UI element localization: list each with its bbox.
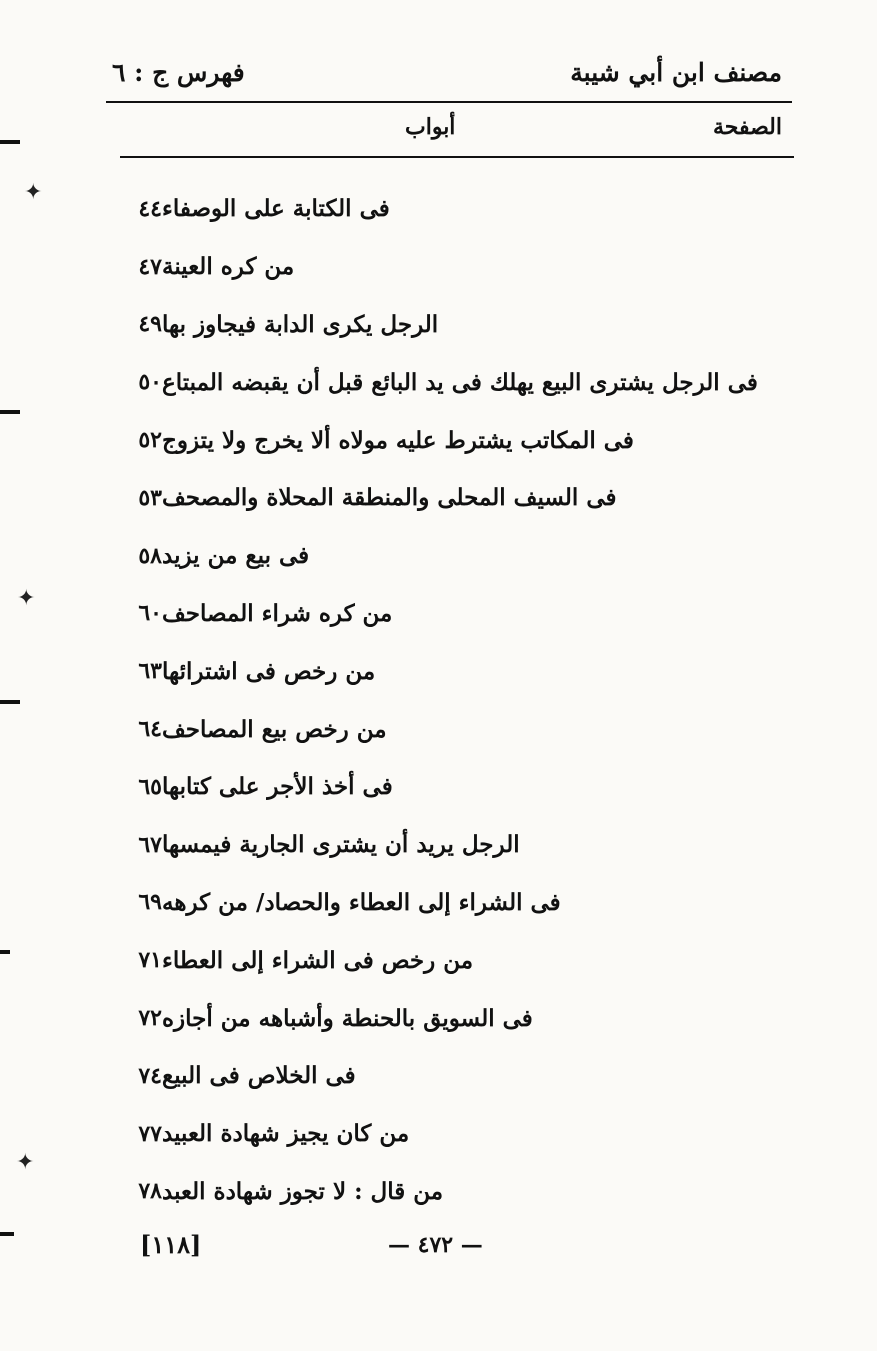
margin-mark xyxy=(0,410,20,414)
entry-title: الرجل يريد أن يشترى الجارية فيمسها xyxy=(162,831,520,859)
entry-page-number: ٦٩ xyxy=(138,889,162,916)
entry-title: من رخص فى الشراء إلى العطاء xyxy=(162,946,474,974)
toc-entry xyxy=(104,1105,784,1163)
toc-entry xyxy=(104,642,784,700)
book-title: مصنف ابن أبي شيبة xyxy=(570,58,782,87)
entry-title: الرجل يكرى الدابة فيجاوز بها xyxy=(162,310,439,338)
entry-title: فى أخذ الأجر على كتابها xyxy=(162,773,393,801)
entry-title: فى الرجل يشترى البيع يهلك فى يد البائع قبل أن يقبضه المبتاع xyxy=(162,368,758,396)
entry-page-number: ٧٨ xyxy=(138,1178,162,1205)
margin-mark xyxy=(0,140,20,144)
margin-star-icon: ✦ xyxy=(24,180,43,205)
margin-star-icon: ✦ xyxy=(16,1150,35,1175)
toc-entry xyxy=(104,989,784,1047)
toc-entry xyxy=(104,931,784,989)
entry-title: من رخص فى اشترائها xyxy=(162,657,376,685)
entry-page-number: ٦٧ xyxy=(138,831,162,858)
entry-title: فى بيع من يزيد xyxy=(162,542,310,570)
entry-page-number: ٤٩ xyxy=(138,311,162,338)
entry-title: من كره العينة xyxy=(162,253,295,281)
header-rule xyxy=(106,101,792,103)
entry-page-number: ٥٣ xyxy=(138,484,162,511)
toc-entry xyxy=(104,353,784,411)
entry-page-number: ٦٣ xyxy=(138,658,162,685)
entry-title: فى المكاتب يشترط عليه مولاه ألا يخرج ولا يتزوج xyxy=(162,426,634,454)
toc-entry xyxy=(104,874,784,932)
table-of-contents xyxy=(104,180,784,1220)
toc-entry xyxy=(104,296,784,354)
section-number: [١١٨] xyxy=(140,1230,202,1259)
entry-page-number: ٦٤ xyxy=(138,716,162,743)
column-header-page: الصفحة xyxy=(712,114,782,140)
margin-star-icon: ✦ xyxy=(17,586,36,611)
margin-mark xyxy=(0,700,20,704)
index-label: فهرس ج : ٦ xyxy=(112,58,245,87)
margin-mark xyxy=(0,1232,14,1236)
column-header-chapters: أبواب xyxy=(405,114,456,140)
margin-mark xyxy=(0,950,10,954)
toc-entry xyxy=(104,238,784,296)
toc-entry xyxy=(104,1047,784,1105)
entry-page-number: ٧٧ xyxy=(138,1120,162,1147)
entry-page-number: ٧٤ xyxy=(138,1062,162,1089)
entry-title: من رخص بيع المصاحف xyxy=(162,715,387,743)
entry-title: فى السويق بالحنطة وأشباهه من أجازه xyxy=(162,1004,533,1032)
entry-title: من كره شراء المصاحف xyxy=(162,599,393,627)
entry-page-number: ٤٤ xyxy=(138,195,162,222)
entry-page-number: ٦٠ xyxy=(138,600,162,627)
entry-title: فى الشراء إلى العطاء والحصاد/ من كرهه xyxy=(162,888,561,916)
toc-entry xyxy=(104,469,784,527)
entry-page-number: ٧١ xyxy=(138,947,162,974)
toc-entry xyxy=(104,411,784,469)
toc-entry xyxy=(104,758,784,816)
column-header-rule xyxy=(120,156,794,158)
entry-title: من قال : لا تجوز شهادة العبد xyxy=(162,1177,444,1205)
page-number: — ٤٧٢ — xyxy=(388,1232,483,1258)
toc-entry xyxy=(104,180,784,238)
entry-title: فى الخلاص فى البيع xyxy=(162,1062,356,1090)
entry-title: من كان يجيز شهادة العبيد xyxy=(162,1120,410,1148)
entry-page-number: ٧٢ xyxy=(138,1005,162,1032)
entry-title: فى السيف المحلى والمنطقة المحلاة والمصحف xyxy=(162,484,617,512)
entry-page-number: ٥٨ xyxy=(138,542,162,569)
entry-page-number: ٤٧ xyxy=(138,253,162,280)
entry-title: فى الكتابة على الوصفاء xyxy=(162,195,390,223)
entry-page-number: ٥٠ xyxy=(138,369,162,396)
toc-entry xyxy=(104,700,784,758)
toc-entry xyxy=(104,1163,784,1221)
toc-entry xyxy=(104,585,784,643)
toc-entry xyxy=(104,527,784,585)
entry-page-number: ٦٥ xyxy=(138,773,162,800)
entry-page-number: ٥٢ xyxy=(138,427,162,454)
toc-entry xyxy=(104,816,784,874)
